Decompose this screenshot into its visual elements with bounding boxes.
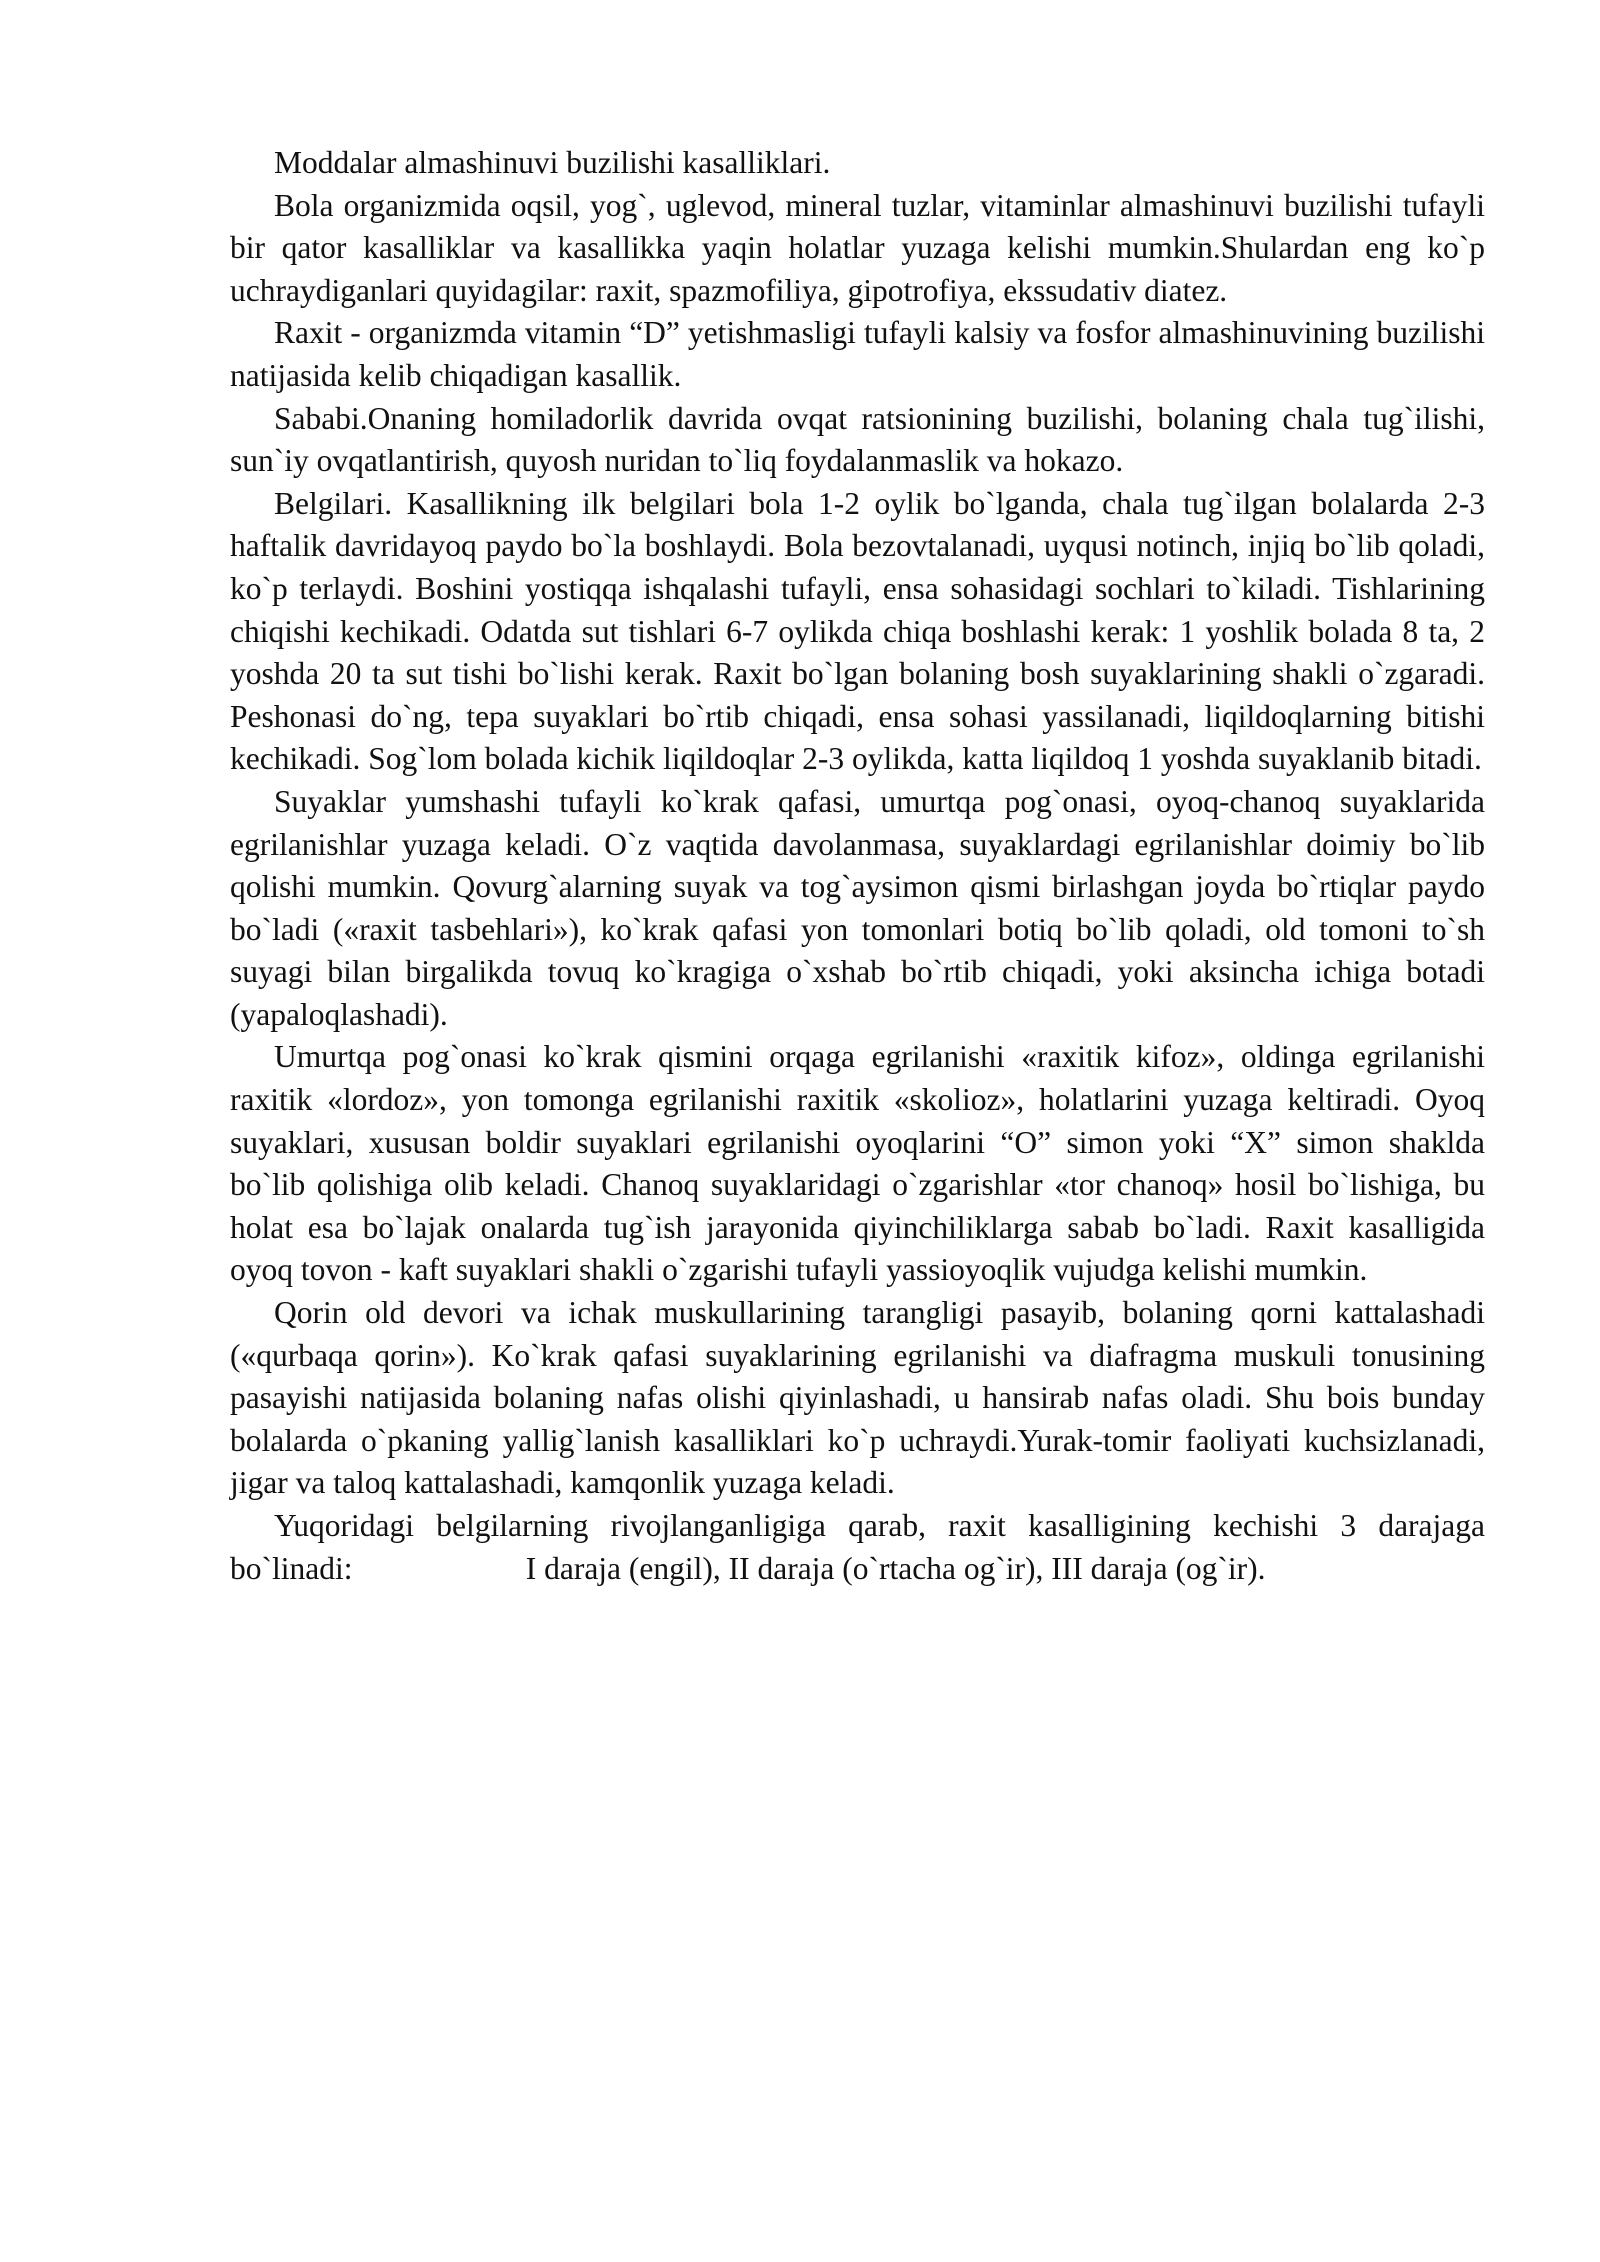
document-page	[230, 142, 1493, 1590]
paragraph-metabolic-disorders: Bola organizmida oqsil, yog`, uglevod, mineral tuzlar, vitaminlar almashinuvi buzilishi tufayli bir qator kasalliklar va kasallikka yaqin holatlar yuzaga kelishi mumkin.Shulardan eng ko`p uchraydiganlari quyidagilar: raxit, spazmofiliya, gipotrofiya, ekssudativ diatez.	[230, 187, 1485, 308]
paragraph-severity-degrees: Yuqoridagi belgilarning rivojlanganligiga qarab, raxit kasalligining kechishi 3 darajaga bo`linadi: I daraja (engil), II daraja (o`rtacha og`ir), III daraja (og`ir).	[230, 1508, 1493, 1586]
paragraph-causes: Sababi.Onaning homiladorlik davrida ovqat ratsionining buzilishi, bolaning chala tug`ilishi, sun`iy ovqatlantirish, quyosh nuridan to`liq foydalanmaslik va hokazo.	[230, 400, 1485, 479]
paragraph-spine-deformation: Umurtqa pog`onasi ko`krak qismini orqaga egrilanishi «raxitik kifoz», oldinga egrilanishi raxitik «lordoz», yon tomonga egrilanishi raxitik «skolioz», holatlarini yuzaga keltiradi. Oyoq suyaklari, xususan boldir suyaklari egrilanishi oyoqlarini “O” simon yoki “X” simon shaklda bo`lib qolishiga olib keladi. Chanoq suyaklaridagi o`zgarishlar «tor chanoq» hosil bo`lishiga, bu holat esa bo`lajak onalarda tug`ish jarayonida qiyinchiliklarga sabab bo`ladi. Raxit kasalligida oyoq tovon - kaft suyaklari shakli o`zgarishi tufayli yassioyoqlik vujudga kelishi mumkin.	[230, 1039, 1485, 1288]
document-title: Moddalar almashinuvi buzilishi kasalliklari.	[274, 145, 831, 180]
paragraph-symptoms: Belgilari. Kasallikning ilk belgilari bola 1-2 oylik bo`lganda, chala tug`ilgan bolalarda 2-3 haftalik davridayoq paydo bo`la boshlaydi. Bola bezovtalanadi, uyqusi notinch, injiq bo`lib qoladi, ko`p terlaydi. Boshini yostiqqa ishqalashi tufayli, ensa sohasidagi sochlari to`kiladi. Tishlarining chiqishi kechikadi. Odatda sut tishlari 6-7 oylikda chiqa boshlashi kerak: 1 yoshlik bolada 8 ta, 2 yoshda 20 ta sut tishi bo`lishi kerak. Raxit bo`lgan bolaning bosh suyaklarining shakli o`zgaradi. Peshonasi do`ng, tepa suyaklari bo`rtib chiqadi, ensa sohasi yassilanadi, liqildoqlarning bitishi kechikadi. Sog`lom bolada kichik liqildoqlar 2-3 oylikda, katta liqildoq 1 yoshda suyaklanib bitadi.	[230, 485, 1485, 777]
paragraph-rickets-definition: Raxit - organizmda vitamin “D” yetishmasligi tufayli kalsiy va fosfor almashinuvining buzilishi natijasida kelib chiqadigan kasallik.	[230, 315, 1485, 393]
paragraph-abdomen-breathing: Qorin old devori va ichak muskullarining tarangligi pasayib, bolaning qorni kattalashadi («qurbaqa qorin»). Ko`krak qafasi suyaklarining egrilanishi va diafragma muskuli tonusining pasayishi natijasida bolaning nafas olishi qiyinlashadi, u hansirab nafas oladi. Shu bois bunday bolalarda o`pkaning yallig`lanish kasalliklari ko`p uchraydi.Yurak-tomir faoliyati kuchsizlanadi, jigar va taloq kattalashadi, kamqonlik yuzaga keladi.	[230, 1295, 1485, 1501]
paragraph-bone-softening: Suyaklar yumshashi tufayli ko`krak qafasi, umurtqa pog`onasi, oyoq-chanoq suyaklarida egrilanishlar yuzaga keladi. O`z vaqtida davolanmasa, suyaklardagi egrilanishlar doimiy bo`lib qolishi mumkin. Qovurg`alarning suyak va tog`aysimon qismi birlashgan joyda bo`rtiqlar paydo bo`ladi («raxit tasbehlari»), ko`krak qafasi yon tomonlari botiq bo`lib qoladi, old tomoni to`sh suyagi bilan birgalikda tovuq ko`kragiga o`xshab bo`rtib chiqadi, yoki aksincha ichiga botadi (yapaloqlashadi).	[230, 783, 1485, 1032]
